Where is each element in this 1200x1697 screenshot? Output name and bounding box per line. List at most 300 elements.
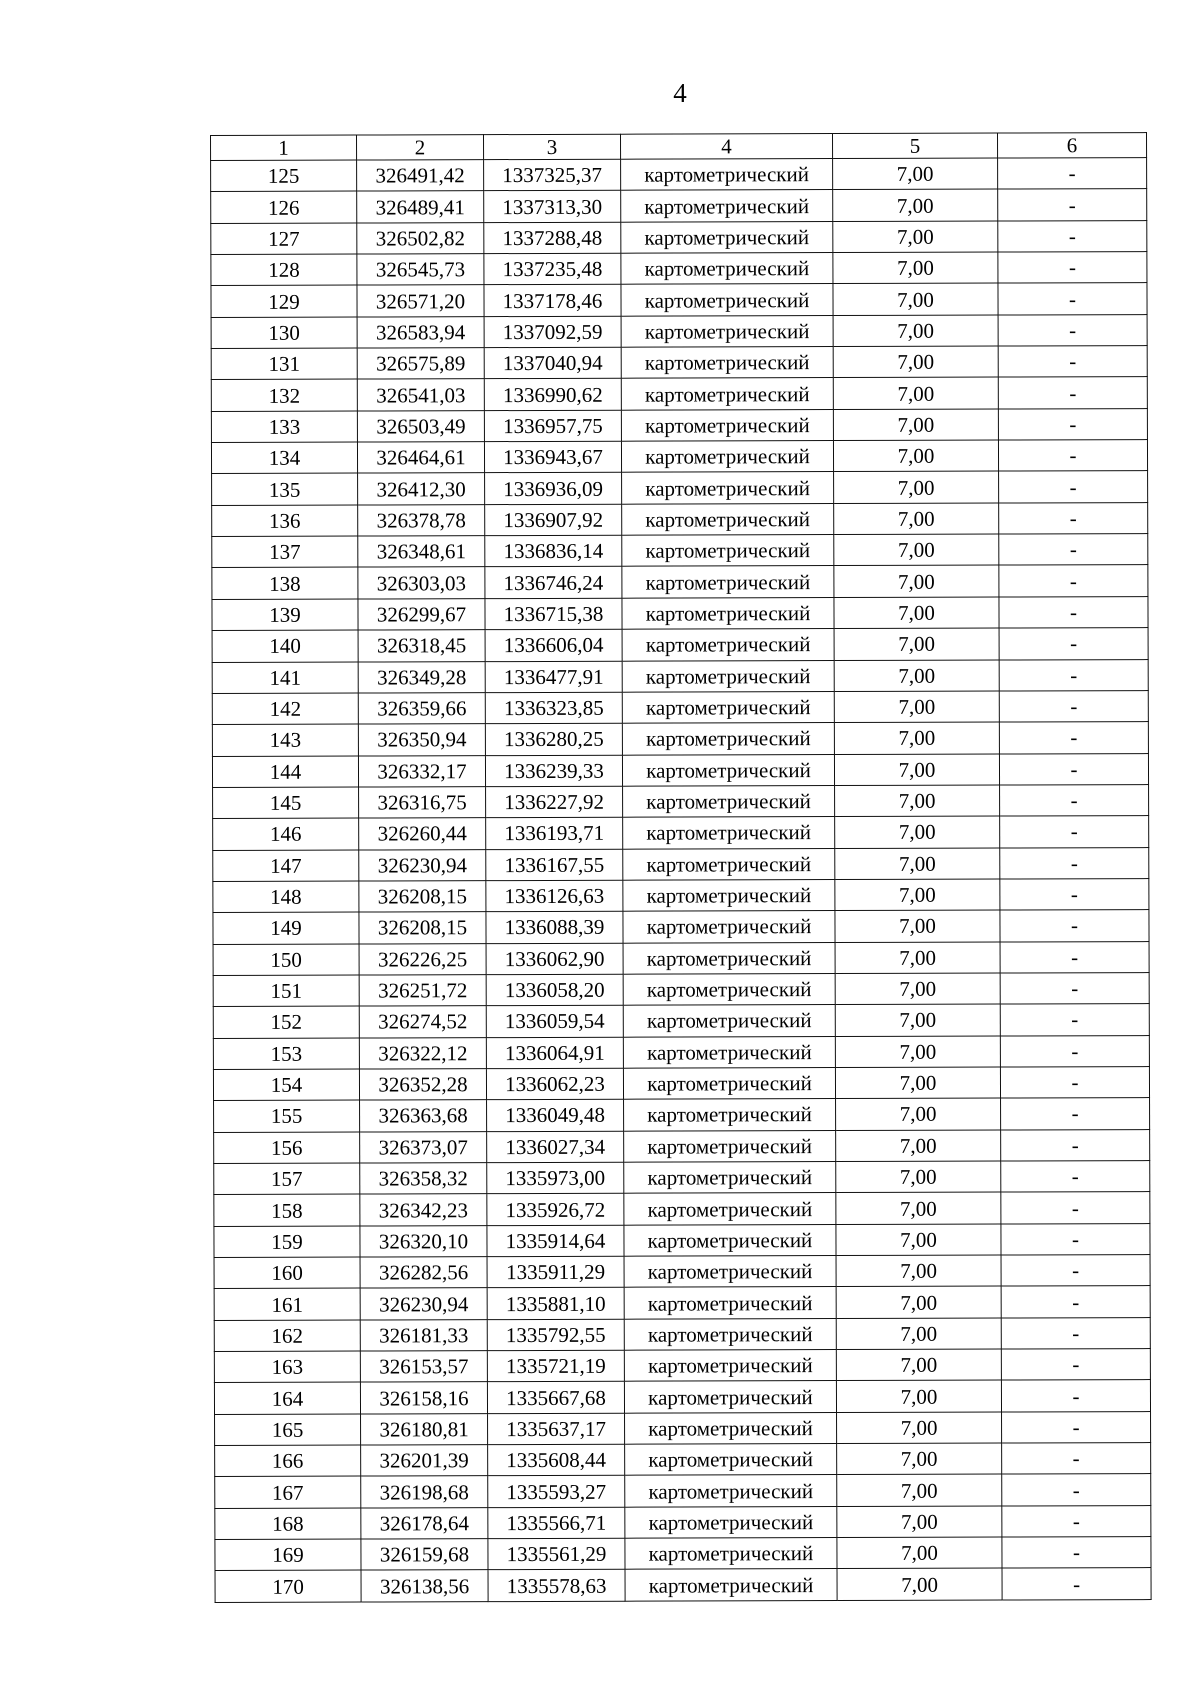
x-coordinate-cell: 326181,33	[360, 1319, 487, 1351]
method-cell: картометрический	[623, 785, 835, 817]
y-coordinate-cell: 1336062,90	[486, 943, 623, 975]
accuracy-cell: 7,00	[834, 597, 999, 629]
point-number-cell: 130	[211, 317, 357, 349]
note-cell: -	[1000, 878, 1149, 910]
point-number-cell: 128	[211, 254, 357, 286]
y-coordinate-cell: 1336167,55	[486, 849, 623, 881]
note-cell: -	[998, 377, 1147, 409]
method-cell: картометрический	[622, 660, 834, 692]
point-number-cell: 140	[212, 630, 358, 662]
table-row	[211, 189, 1147, 223]
method-cell: картометрический	[622, 597, 834, 629]
y-coordinate-cell: 1335914,64	[487, 1225, 624, 1257]
point-number-cell: 165	[215, 1414, 361, 1446]
method-cell: картометрический	[624, 1256, 836, 1288]
method-cell: картометрический	[624, 1193, 836, 1225]
note-cell: -	[1000, 816, 1149, 848]
accuracy-cell: 7,00	[835, 910, 1000, 942]
method-cell: картометрический	[622, 691, 834, 723]
column-header: 2	[357, 135, 484, 160]
point-number-cell: 136	[212, 505, 358, 537]
x-coordinate-cell: 326575,89	[357, 348, 484, 380]
y-coordinate-cell: 1336059,54	[486, 1005, 623, 1037]
point-number-cell: 159	[214, 1226, 360, 1258]
x-coordinate-cell: 326208,15	[359, 881, 486, 913]
point-number-cell: 157	[214, 1163, 360, 1195]
method-cell: картометрический	[623, 973, 835, 1005]
accuracy-cell: 7,00	[835, 942, 1000, 974]
method-cell: картометрический	[625, 1475, 837, 1507]
point-number-cell: 135	[212, 473, 358, 505]
note-cell: -	[999, 753, 1148, 785]
table-row	[213, 1035, 1149, 1069]
accuracy-cell: 7,00	[834, 691, 999, 723]
table-row	[214, 1286, 1150, 1320]
y-coordinate-cell: 1335792,55	[487, 1319, 624, 1351]
note-cell: -	[1001, 1286, 1150, 1318]
accuracy-cell: 7,00	[835, 1067, 1000, 1099]
y-coordinate-cell: 1335578,63	[488, 1570, 625, 1602]
y-coordinate-cell: 1336746,24	[485, 567, 622, 599]
method-cell: картометрический	[623, 879, 835, 911]
x-coordinate-cell: 326320,10	[360, 1225, 487, 1257]
note-cell: -	[1001, 1098, 1150, 1130]
x-coordinate-cell: 326282,56	[360, 1257, 487, 1289]
method-cell: картометрический	[621, 190, 833, 222]
y-coordinate-cell: 1336943,67	[484, 441, 621, 473]
x-coordinate-cell: 326178,64	[361, 1507, 488, 1539]
table-row	[214, 1255, 1150, 1289]
y-coordinate-cell: 1336606,04	[485, 629, 622, 661]
note-cell: -	[999, 471, 1148, 503]
y-coordinate-cell: 1336049,48	[487, 1100, 624, 1132]
note-cell: -	[998, 189, 1147, 221]
table-row	[214, 1098, 1150, 1132]
accuracy-cell: 7,00	[833, 252, 998, 284]
accuracy-cell: 7,00	[835, 973, 1000, 1005]
x-coordinate-cell: 326491,42	[357, 160, 484, 192]
accuracy-cell: 7,00	[834, 471, 999, 503]
x-coordinate-cell: 326359,66	[358, 692, 485, 724]
y-coordinate-cell: 1337235,48	[484, 253, 621, 285]
table-row	[213, 910, 1149, 944]
point-number-cell: 147	[213, 850, 359, 882]
x-coordinate-cell: 326180,81	[361, 1413, 488, 1445]
method-cell: картометрический	[621, 159, 833, 191]
note-cell: -	[1000, 1035, 1149, 1067]
x-coordinate-cell: 326303,03	[358, 567, 485, 599]
accuracy-cell: 7,00	[837, 1474, 1002, 1506]
note-cell: -	[999, 690, 1148, 722]
column-header: 5	[832, 133, 997, 159]
y-coordinate-cell: 1335593,27	[488, 1476, 625, 1508]
point-number-cell: 167	[215, 1476, 361, 1508]
note-cell: -	[1000, 1067, 1149, 1099]
point-number-cell: 143	[212, 724, 358, 756]
x-coordinate-cell: 326332,17	[358, 755, 485, 787]
method-cell: картометрический	[625, 1506, 837, 1538]
note-cell: -	[1002, 1505, 1151, 1537]
note-cell: -	[999, 596, 1148, 628]
y-coordinate-cell: 1337040,94	[484, 347, 621, 379]
accuracy-cell: 7,00	[836, 1255, 1001, 1287]
method-cell: картометрический	[624, 1318, 836, 1350]
note-cell: -	[998, 408, 1147, 440]
accuracy-cell: 7,00	[834, 722, 999, 754]
note-cell: -	[1002, 1474, 1151, 1506]
accuracy-cell: 7,00	[835, 848, 1000, 880]
point-number-cell: 141	[212, 662, 358, 694]
y-coordinate-cell: 1336027,34	[487, 1131, 624, 1163]
y-coordinate-cell: 1336957,75	[484, 410, 621, 442]
point-number-cell: 160	[214, 1257, 360, 1289]
method-cell: картометрический	[623, 848, 835, 880]
method-cell: картометрический	[625, 1538, 837, 1570]
accuracy-cell: 7,00	[833, 315, 998, 347]
accuracy-cell: 7,00	[833, 283, 998, 315]
table-row	[213, 941, 1149, 975]
note-cell: -	[998, 158, 1147, 190]
point-number-cell: 170	[215, 1571, 361, 1603]
note-cell: -	[1000, 941, 1149, 973]
point-number-cell: 146	[213, 818, 359, 850]
x-coordinate-cell: 326201,39	[361, 1445, 488, 1477]
x-coordinate-cell: 326503,49	[357, 410, 484, 442]
method-cell: картометрический	[622, 629, 834, 661]
note-cell: -	[1001, 1349, 1150, 1381]
column-header: 6	[997, 133, 1146, 158]
note-cell: -	[1002, 1537, 1151, 1569]
method-cell: картометрический	[621, 253, 833, 285]
method-cell: картометрический	[624, 1287, 836, 1319]
point-number-cell: 139	[212, 599, 358, 631]
note-cell: -	[998, 440, 1147, 472]
table-row	[212, 502, 1148, 536]
point-number-cell: 138	[212, 568, 358, 600]
table-row	[212, 628, 1148, 662]
y-coordinate-cell: 1336907,92	[485, 504, 622, 536]
x-coordinate-cell: 326571,20	[357, 285, 484, 317]
point-number-cell: 134	[211, 442, 357, 474]
table-row	[212, 659, 1148, 693]
y-coordinate-cell: 1337092,59	[484, 316, 621, 348]
x-coordinate-cell: 326322,12	[359, 1037, 486, 1069]
point-number-cell: 126	[211, 191, 357, 223]
point-number-cell: 168	[215, 1508, 361, 1540]
column-header: 3	[484, 134, 621, 159]
y-coordinate-cell: 1336058,20	[486, 974, 623, 1006]
method-cell: картометрический	[622, 472, 834, 504]
y-coordinate-cell: 1336193,71	[486, 817, 623, 849]
note-cell: -	[999, 628, 1148, 660]
x-coordinate-cell: 326138,56	[361, 1570, 488, 1602]
x-coordinate-cell: 326373,07	[360, 1131, 487, 1163]
note-cell: -	[998, 346, 1147, 378]
point-number-cell: 142	[212, 693, 358, 725]
accuracy-cell: 7,00	[834, 754, 999, 786]
table-row	[211, 440, 1147, 474]
table-row	[215, 1568, 1151, 1602]
x-coordinate-cell: 326583,94	[357, 316, 484, 348]
point-number-cell: 132	[211, 379, 357, 411]
table-row	[211, 314, 1147, 348]
point-number-cell: 151	[213, 975, 359, 1007]
accuracy-cell: 7,00	[836, 1192, 1001, 1224]
note-cell: -	[998, 314, 1147, 346]
note-cell: -	[1000, 1004, 1149, 1036]
point-number-cell: 158	[214, 1194, 360, 1226]
accuracy-cell: 7,00	[834, 628, 999, 660]
note-cell: -	[998, 283, 1147, 315]
table-header-row	[211, 133, 1147, 161]
note-cell: -	[1002, 1443, 1151, 1475]
note-cell: -	[999, 502, 1148, 534]
method-cell: картометрический	[624, 1381, 836, 1413]
note-cell: -	[1002, 1568, 1151, 1600]
accuracy-cell: 7,00	[837, 1412, 1002, 1444]
method-cell: картометрический	[625, 1412, 837, 1444]
accuracy-cell: 7,00	[837, 1537, 1002, 1569]
x-coordinate-cell: 326464,61	[357, 442, 484, 474]
coordinates-table	[210, 132, 1152, 1603]
method-cell: картометрический	[621, 409, 833, 441]
note-cell: -	[1001, 1255, 1150, 1287]
accuracy-cell: 7,00	[836, 1286, 1001, 1318]
x-coordinate-cell: 326502,82	[357, 222, 484, 254]
accuracy-cell: 7,00	[834, 565, 999, 597]
method-cell: картометрический	[624, 1130, 836, 1162]
table-row	[211, 252, 1147, 286]
table-row	[211, 158, 1147, 192]
accuracy-cell: 7,00	[833, 440, 998, 472]
x-coordinate-cell: 326318,45	[358, 630, 485, 662]
y-coordinate-cell: 1336088,39	[486, 911, 623, 943]
note-cell: -	[1000, 910, 1149, 942]
y-coordinate-cell: 1336227,92	[486, 786, 623, 818]
note-cell: -	[1002, 1411, 1151, 1443]
y-coordinate-cell: 1336239,33	[485, 755, 622, 787]
point-number-cell: 131	[211, 348, 357, 380]
point-number-cell: 161	[214, 1288, 360, 1320]
method-cell: картометрический	[623, 1068, 835, 1100]
table-row	[213, 816, 1149, 850]
y-coordinate-cell: 1336323,85	[485, 692, 622, 724]
table-row	[212, 596, 1148, 630]
accuracy-cell: 7,00	[833, 346, 998, 378]
table-row	[215, 1537, 1151, 1571]
table-row	[215, 1474, 1151, 1508]
table-row	[212, 722, 1148, 756]
x-coordinate-cell: 326342,23	[360, 1194, 487, 1226]
x-coordinate-cell: 326358,32	[360, 1163, 487, 1195]
note-cell: -	[998, 252, 1147, 284]
table-row	[213, 1004, 1149, 1038]
y-coordinate-cell: 1335561,29	[488, 1538, 625, 1570]
y-coordinate-cell: 1337178,46	[484, 285, 621, 317]
accuracy-cell: 7,00	[835, 879, 1000, 911]
accuracy-cell: 7,00	[835, 1036, 1000, 1068]
x-coordinate-cell: 326274,52	[359, 1006, 486, 1038]
accuracy-cell: 7,00	[836, 1098, 1001, 1130]
method-cell: картометрический	[622, 535, 834, 567]
accuracy-cell: 7,00	[834, 503, 999, 535]
table-row	[214, 1223, 1150, 1257]
method-cell: картометрический	[623, 817, 835, 849]
point-number-cell: 155	[214, 1100, 360, 1132]
y-coordinate-cell: 1336715,38	[485, 598, 622, 630]
note-cell: -	[1001, 1223, 1150, 1255]
point-number-cell: 162	[214, 1320, 360, 1352]
note-cell: -	[999, 722, 1148, 754]
table-row	[214, 1349, 1150, 1383]
method-cell: картометрический	[623, 1005, 835, 1037]
method-cell: картометрический	[621, 378, 833, 410]
y-coordinate-cell: 1335926,72	[487, 1194, 624, 1226]
y-coordinate-cell: 1336062,23	[486, 1068, 623, 1100]
accuracy-cell: 7,00	[836, 1318, 1001, 1350]
column-header: 4	[620, 134, 832, 160]
y-coordinate-cell: 1335637,17	[488, 1413, 625, 1445]
point-number-cell: 164	[214, 1382, 360, 1414]
accuracy-cell: 7,00	[835, 1004, 1000, 1036]
accuracy-cell: 7,00	[836, 1349, 1001, 1381]
point-number-cell: 149	[213, 912, 359, 944]
note-cell: -	[999, 659, 1148, 691]
y-coordinate-cell: 1336280,25	[485, 723, 622, 755]
note-cell: -	[998, 220, 1147, 252]
x-coordinate-cell: 326230,94	[359, 849, 486, 881]
x-coordinate-cell: 326378,78	[358, 504, 485, 536]
accuracy-cell: 7,00	[835, 785, 1000, 817]
accuracy-cell: 7,00	[836, 1224, 1001, 1256]
accuracy-cell: 7,00	[837, 1443, 1002, 1475]
y-coordinate-cell: 1337325,37	[484, 159, 621, 191]
table-row	[214, 1192, 1150, 1226]
accuracy-cell: 7,00	[833, 221, 998, 253]
y-coordinate-cell: 1337288,48	[484, 222, 621, 254]
y-coordinate-cell: 1336477,91	[485, 661, 622, 693]
table-row	[212, 565, 1148, 599]
method-cell: картометрический	[623, 942, 835, 974]
x-coordinate-cell: 326153,57	[360, 1351, 487, 1383]
table-row	[213, 1067, 1149, 1101]
point-number-cell: 163	[214, 1351, 360, 1383]
y-coordinate-cell: 1336836,14	[485, 535, 622, 567]
x-coordinate-cell: 326159,68	[361, 1539, 488, 1571]
method-cell: картометрический	[622, 503, 834, 535]
accuracy-cell: 7,00	[837, 1568, 1002, 1600]
note-cell: -	[1000, 972, 1149, 1004]
accuracy-cell: 7,00	[834, 534, 999, 566]
method-cell: картометрический	[623, 1036, 835, 1068]
x-coordinate-cell: 326348,61	[358, 536, 485, 568]
note-cell: -	[1001, 1129, 1150, 1161]
table-row	[211, 346, 1147, 380]
point-number-cell: 150	[213, 944, 359, 976]
note-cell: -	[1001, 1161, 1150, 1193]
y-coordinate-cell: 1335881,10	[487, 1288, 624, 1320]
method-cell: картометрический	[625, 1569, 837, 1601]
accuracy-cell: 7,00	[836, 1380, 1001, 1412]
accuracy-cell: 7,00	[833, 377, 998, 409]
y-coordinate-cell: 1337313,30	[484, 191, 621, 223]
y-coordinate-cell: 1336126,63	[486, 880, 623, 912]
table-row	[212, 690, 1148, 724]
method-cell: картометрический	[621, 441, 833, 473]
x-coordinate-cell: 326349,28	[358, 661, 485, 693]
table-row	[215, 1443, 1151, 1477]
point-number-cell: 156	[214, 1132, 360, 1164]
table-row	[211, 283, 1147, 317]
note-cell: -	[999, 565, 1148, 597]
point-number-cell: 169	[215, 1539, 361, 1571]
table-row	[213, 784, 1149, 818]
y-coordinate-cell: 1335566,71	[488, 1507, 625, 1539]
method-cell: картометрический	[621, 221, 833, 253]
point-number-cell: 152	[213, 1006, 359, 1038]
x-coordinate-cell: 326299,67	[358, 598, 485, 630]
method-cell: картометрический	[624, 1099, 836, 1131]
accuracy-cell: 7,00	[836, 1161, 1001, 1193]
method-cell: картометрический	[625, 1444, 837, 1476]
method-cell: картометрический	[623, 911, 835, 943]
accuracy-cell: 7,00	[836, 1130, 1001, 1162]
table-row	[215, 1411, 1151, 1445]
point-number-cell: 144	[212, 756, 358, 788]
x-coordinate-cell: 326545,73	[357, 254, 484, 286]
method-cell: картометрический	[622, 754, 834, 786]
point-number-cell: 166	[215, 1445, 361, 1477]
table-row	[213, 878, 1149, 912]
point-number-cell: 127	[211, 223, 357, 255]
y-coordinate-cell: 1335973,00	[487, 1162, 624, 1194]
table-row	[211, 220, 1147, 254]
table-row	[214, 1380, 1150, 1414]
y-coordinate-cell: 1336064,91	[486, 1037, 623, 1069]
x-coordinate-cell: 326412,30	[358, 473, 485, 505]
y-coordinate-cell: 1335608,44	[488, 1444, 625, 1476]
method-cell: картометрический	[624, 1162, 836, 1194]
point-number-cell: 148	[213, 881, 359, 913]
point-number-cell: 129	[211, 285, 357, 317]
note-cell: -	[1001, 1317, 1150, 1349]
y-coordinate-cell: 1336990,62	[484, 379, 621, 411]
accuracy-cell: 7,00	[833, 158, 998, 190]
point-number-cell: 145	[213, 787, 359, 819]
column-header: 1	[211, 135, 357, 160]
y-coordinate-cell: 1336936,09	[485, 473, 622, 505]
x-coordinate-cell: 326230,94	[360, 1288, 487, 1320]
table-row	[215, 1505, 1151, 1539]
method-cell: картометрический	[624, 1224, 836, 1256]
note-cell: -	[1001, 1380, 1150, 1412]
method-cell: картометрический	[622, 566, 834, 598]
point-number-cell: 153	[213, 1038, 359, 1070]
table-row	[212, 534, 1148, 568]
x-coordinate-cell: 326363,68	[360, 1100, 487, 1132]
method-cell: картометрический	[624, 1350, 836, 1382]
x-coordinate-cell: 326198,68	[361, 1476, 488, 1508]
method-cell: картометрический	[622, 723, 834, 755]
x-coordinate-cell: 326350,94	[358, 724, 485, 756]
method-cell: картометрический	[621, 315, 833, 347]
y-coordinate-cell: 1335911,29	[487, 1256, 624, 1288]
accuracy-cell: 7,00	[837, 1506, 1002, 1538]
table-row	[214, 1129, 1150, 1163]
accuracy-cell: 7,00	[833, 189, 998, 221]
table-row	[214, 1317, 1150, 1351]
note-cell: -	[1001, 1192, 1150, 1224]
